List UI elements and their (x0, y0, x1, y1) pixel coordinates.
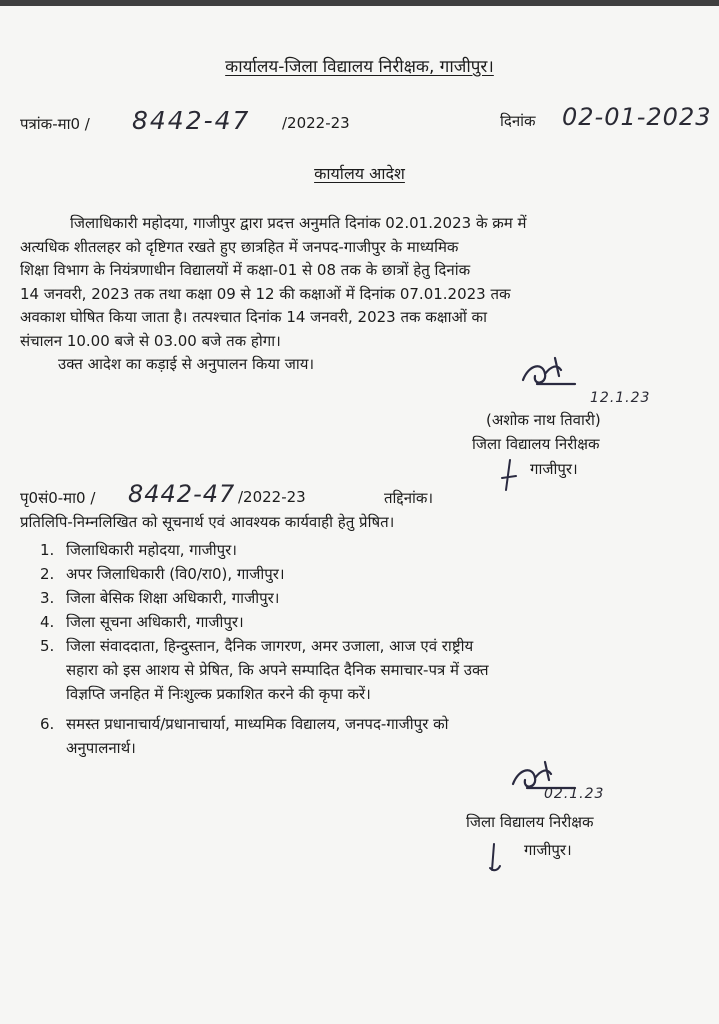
list-text: जिलाधिकारी महोदया, गाजीपुर। (66, 541, 237, 559)
order-body (20, 212, 686, 377)
list-item (40, 634, 696, 706)
document-page (0, 6, 719, 1024)
copy-ref-year: /2022-23 (238, 488, 306, 506)
list-number: 2. (40, 565, 55, 583)
ref-prefix: पत्रांक-मा0 / (20, 115, 90, 133)
signatory-designation: जिला विद्यालय निरीक्षक (472, 435, 600, 453)
date-label: दिनांक (500, 112, 536, 130)
signature-date: 02.1.23 (544, 786, 605, 802)
order-title: कार्यालय आदेश (314, 164, 405, 183)
list-number: 5. (40, 637, 55, 655)
ref-year: /2022-23 (282, 114, 350, 132)
body-line: 14 जनवरी, 2023 तक तथा कक्षा 09 से 12 की कक्षाओं में दिनांक 07.01.2023 तक (20, 284, 511, 303)
list-text: जिला सूचना अधिकारी, गाजीपुर। (66, 613, 244, 631)
signatory-designation: जिला विद्यालय निरीक्षक (466, 813, 594, 831)
copy-intro: प्रतिलिपि-निम्नलिखित को सूचनार्थ एवं आवश्यक कार्यवाही हेतु प्रेषित। (20, 513, 395, 531)
signatory-place: गाजीपुर। (524, 841, 572, 859)
copy-ref-date: तद्दिनांक। (384, 489, 434, 507)
signatory-place: गाजीपुर। (530, 460, 578, 478)
body-line: शिक्षा विभाग के नियंत्रणाधीन विद्यालयों में कक्षा-01 से 08 तक के छात्रों हेतु दिनांक (20, 261, 471, 279)
body-line: उक्त आदेश का कड़ाई से अनुपालन किया जाय। (58, 355, 315, 373)
list-number: 4. (40, 613, 55, 631)
list-number: 6. (40, 715, 55, 733)
initial-mark (484, 842, 506, 876)
list-item (40, 562, 696, 586)
list-number: 3. (40, 589, 55, 607)
initial-mark (498, 458, 520, 494)
list-text: अपर जिलाधिकारी (वि0/रा0), गाजीपुर। (66, 565, 285, 583)
list-item (40, 610, 696, 634)
date-handwritten: 02-01-2023 (562, 103, 712, 131)
signature-date: 12.1.23 (590, 390, 651, 406)
signature-scribble (515, 354, 595, 396)
list-text: जिला बेसिक शिक्षा अधिकारी, गाजीपुर। (66, 589, 280, 607)
body-line: अवकाश घोषित किया जाता है। तत्पश्चात दिनांक 14 जनवरी, 2023 तक कक्षाओं का (20, 308, 487, 326)
office-title: कार्यालय-जिला विद्यालय निरीक्षक, गाजीपुर। (225, 57, 494, 77)
copy-ref-prefix: पृ0सं0-मा0 / (20, 489, 96, 507)
ref-number-handwritten: 8442-47 (132, 106, 251, 135)
body-line: जिलाधिकारी महोदया, गाजीपुर द्वारा प्रदत्त अनुमति दिनांक 02.01.2023 के क्रम में (70, 214, 527, 232)
list-item (40, 712, 696, 760)
recipient-list (40, 538, 696, 760)
list-text: विज्ञप्ति जनहित में निःशुल्क प्रकाशित करने की कृपा करें। (66, 685, 371, 703)
list-number: 1. (40, 541, 55, 559)
copy-ref-number-handwritten: 8442-47 (128, 480, 236, 508)
body-line: अत्यधिक शीतलहर को दृष्टिगत रखते हुए छात्रहित में जनपद-गाजीपुर के माध्यमिक (20, 237, 459, 256)
body-line: संचालन 10.00 बजे से 03.00 बजे तक होगा। (20, 331, 281, 350)
list-text: अनुपालनार्थ। (66, 739, 136, 757)
list-item (40, 538, 696, 562)
list-text: समस्त प्रधानाचार्य/प्रधानाचार्या, माध्यमिक विद्यालय, जनपद-गाजीपुर को (66, 715, 449, 733)
list-text: सहारा को इस आशय से प्रेषित, कि अपने सम्पादित दैनिक समाचार-पत्र में उक्त (66, 661, 489, 679)
list-text: जिला संवाददाता, हिन्दुस्तान, दैनिक जागरण, अमर उजाला, आज एवं राष्ट्रीय (66, 637, 474, 655)
list-item (40, 586, 696, 610)
signatory-name: (अशोक नाथ तिवारी) (486, 411, 601, 429)
